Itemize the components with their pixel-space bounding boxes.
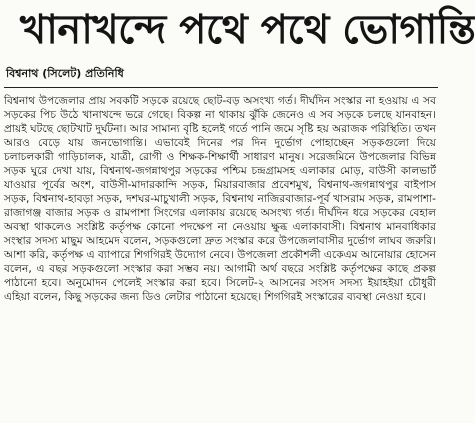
divider (4, 87, 438, 88)
article-body (4, 94, 436, 416)
byline: বিশ্বনাথ (সিলেট) প্রতিনিধি (6, 67, 124, 80)
article-paragraph: বিশ্বনাথ উপজেলার প্রায় সবকটি সড়কে রয়েছে ছোট-বড় অসংখ্য গর্ত। দীর্ঘদিন সংস্কার না হওয়ায় এ সব সড়কের পিচ উঠে খানাখন্দে ভরে গেছে। বিকল্প না থাকায় ঝুঁকি জেনেও এ সব সড়কে চলছে যানবাহন। প্রায়ই ঘটছে ছোটখাট দুর্ঘটনা। আর সামান্য বৃষ্টি হলেই গর্তে পানি জমে সৃষ্টি হয় অরাজক পরিস্থিতি। তখন আরও বেড়ে যায় জনভোগান্তি। এভাবেই দিনের পর দিন দুর্ভোগ পোহাচ্ছেন সড়কগুলো দিয়ে চলাচলকারী গাড়িচালক, যাত্রী, রোগী ও শিক্ষক-শিক্ষার্থী সাধারণ মানুষ। সরেজমিনে উপজেলার বিভিন্ন সড়ক ঘুরে দেখা যায়, বিশ্বনাথ-জগন্নাথপুর সড়কের পশ্চিম চন্দ্রগ্রামসহ এলাকার মোড়, বাউসী কালভার্ট যাওয়ার পূর্বের অংশ, বাউসী-মাদারকান্দি সড়ক, মিয়ারবাজার প্রবেশমুখ, বিশ্বনাথ-জগন্নাথপুর বাইপাস সড়ক, বিশ্বনাথ-হাবড়া সড়ক, দশঘর-মাচুখালী সড়ক, বিশ্বনাথ নাজিরবাজার-পূর্ব খাসরাম সড়ক, রামপাশা-রাজাগঞ্জ বাজার সড়ক ও রামপাশা সিংগের এলাকায় রয়েছে অসংখ্য গর্ত। দীর্ঘদিন ধরে সড়কের বেহাল অবস্থা থাকলেও সংশ্লিষ্ট কর্তৃপক্ষ কোনো পদক্ষেপ না নেওয়ায় ক্ষুব্ধ এলাকাবাসী। বিশ্বনাথ মানবাধিকার সংস্থার সদস্য মাছুম আহমেদ বলেন, সড়কগুলো দ্রুত সংস্কার করে উপজেলাবাসীর দুর্ভোগ লাঘব জরুরি। আশা করি, কর্তৃপক্ষ এ ব্যাপারে শিগগিরই উদ্যোগ নেবে। উপজেলা প্রকৌশলী একেএম আনোয়ার হোসেন বলেন, এ বছর সড়কগুলো সংস্কার করা সম্ভব নয়। আগামী অর্থ বছরে সংশ্লিষ্ট কর্তৃপক্ষের কাছে প্রকল্প পাঠানো হবে। অনুমোদন পেলেই সংস্কার করা হবে। সিলেট-২ আসনের সংসদ সদস্য ইয়াহইয়া চৌধুরী এহিয়া বলেন, কিছু সড়কের জন্য ডিও লেটার পাঠানো হয়েছে। শিগগিরই সংস্কারের ব্যবস্থা নেওয়া হবে। (4, 95, 436, 303)
headline: খানাখন্দে পথে পথে ভোগান্তি (20, 6, 475, 53)
